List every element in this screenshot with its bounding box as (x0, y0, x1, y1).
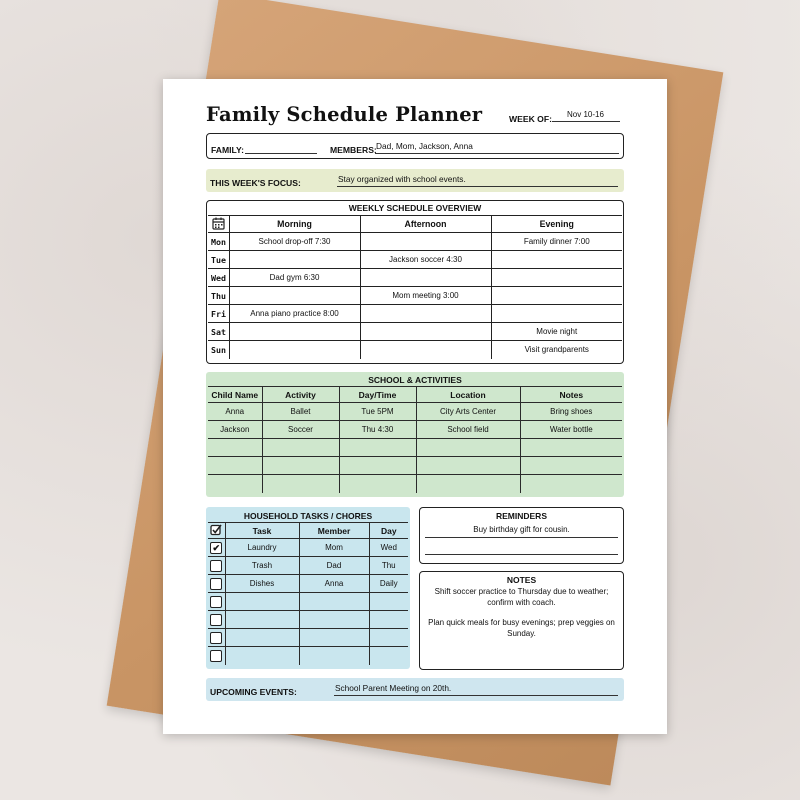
chores-table (208, 522, 408, 665)
day-cell[interactable] (369, 593, 408, 611)
schedule-row (208, 323, 622, 341)
notes-cell[interactable]: Water bottle (549, 425, 593, 434)
activity-cell[interactable]: Soccer (262, 421, 339, 439)
member-cell[interactable] (299, 629, 369, 647)
location-cell[interactable]: School field (416, 421, 520, 439)
reminders-box (419, 507, 624, 564)
schedule-table (208, 215, 622, 359)
location-cell[interactable]: City Arts Center (416, 403, 520, 421)
day-cell[interactable] (369, 629, 408, 647)
schedule-title: WEEKLY SCHEDULE OVERVIEW (348, 203, 482, 213)
location-cell[interactable] (416, 457, 520, 475)
table-row (208, 557, 408, 575)
column-task: Task (225, 523, 299, 539)
table-row (208, 539, 408, 557)
members-label: MEMBERS: (330, 145, 377, 155)
day-label: Sat (208, 323, 229, 341)
reminder-text: Buy birthday gift for cousin. (473, 525, 570, 534)
family-field[interactable] (245, 142, 317, 154)
upcoming-field[interactable] (334, 682, 618, 696)
schedule-header-row (208, 216, 622, 233)
schedule-row (208, 305, 622, 323)
members-field[interactable] (375, 140, 619, 154)
notes-cell[interactable] (520, 457, 622, 475)
schedule-corner (208, 216, 229, 233)
chores-title: HOUSEHOLD TASKS / CHORES (243, 511, 373, 521)
day-time-cell[interactable]: Thu 4:30 (339, 421, 416, 439)
task-cell[interactable] (225, 647, 299, 665)
day-cell[interactable] (369, 647, 408, 665)
schedule-row (208, 251, 622, 269)
column-evening: Evening (539, 219, 574, 229)
table-row (208, 647, 408, 665)
evening-cell[interactable]: Movie night (536, 327, 578, 336)
afternoon-cell[interactable]: Jackson soccer 4:30 (360, 251, 491, 269)
day-cell[interactable]: Daily (379, 579, 398, 588)
notes-cell[interactable] (520, 439, 622, 457)
member-cell[interactable] (299, 611, 369, 629)
checkbox-empty-icon (210, 596, 222, 608)
page-title: Family Schedule Planner (206, 103, 483, 126)
task-cell[interactable]: Trash (225, 557, 299, 575)
activity-cell[interactable] (262, 475, 339, 493)
column-afternoon: Afternoon (360, 216, 491, 233)
task-cell[interactable]: Laundry (225, 539, 299, 557)
member-cell[interactable]: Anna (299, 575, 369, 593)
column-morning: Morning (229, 216, 360, 233)
focus-value: Stay organized with school events. (338, 174, 466, 184)
column-activity: Activity (262, 387, 339, 403)
chore-checkbox[interactable] (208, 575, 225, 593)
table-row (208, 575, 408, 593)
child-name-cell[interactable]: Anna (208, 403, 262, 421)
afternoon-cell[interactable] (360, 269, 491, 287)
afternoon-cell[interactable] (360, 305, 491, 323)
morning-cell[interactable] (229, 323, 360, 341)
day-label: Sun (208, 341, 229, 359)
table-row (208, 593, 408, 611)
morning-cell[interactable] (229, 341, 360, 359)
upcoming-value: School Parent Meeting on 20th. (335, 683, 452, 693)
morning-cell[interactable] (229, 287, 360, 305)
schedule-row (208, 233, 622, 251)
reminders-title: REMINDERS (495, 511, 547, 521)
evening-cell[interactable] (491, 269, 622, 287)
schedule-row (208, 269, 622, 287)
chore-checkbox[interactable] (208, 611, 225, 629)
day-time-cell[interactable]: Tue 5PM (339, 403, 416, 421)
column-day: Day (380, 525, 397, 536)
afternoon-cell[interactable] (360, 233, 491, 251)
task-cell[interactable] (225, 593, 299, 611)
column-location: Location (416, 387, 520, 403)
column-notes: Notes (559, 389, 584, 400)
schedule-row (208, 287, 622, 305)
focus-label: THIS WEEK'S FOCUS: (210, 178, 301, 188)
checkbox-checked-icon: ✔ (210, 542, 222, 554)
location-cell[interactable] (416, 475, 520, 493)
table-row (208, 457, 622, 475)
checkbox-empty-icon (210, 632, 222, 644)
chores-header-row (208, 523, 408, 539)
day-time-cell[interactable] (339, 439, 416, 457)
notes-box (419, 571, 624, 670)
day-time-cell[interactable] (339, 475, 416, 493)
planner-page (163, 79, 667, 734)
afternoon-cell[interactable] (360, 323, 491, 341)
checkbox-empty-icon (210, 650, 222, 662)
task-cell[interactable] (225, 611, 299, 629)
day-cell[interactable]: Thu (381, 561, 396, 570)
child-name-cell[interactable] (208, 439, 262, 457)
notes-paragraph[interactable]: Shift soccer practice to Thursday due to weather; confirm with coach. (434, 587, 609, 607)
day-label: Thu (208, 287, 229, 305)
afternoon-cell[interactable] (360, 341, 491, 359)
afternoon-cell[interactable]: Mom meeting 3:00 (360, 287, 491, 305)
chore-checkbox[interactable] (208, 593, 225, 611)
chore-checkbox[interactable] (208, 629, 225, 647)
checkbox-empty-icon (210, 614, 222, 626)
chore-checkbox[interactable] (208, 647, 225, 665)
reminder-line[interactable] (425, 541, 618, 555)
upcoming-label: UPCOMING EVENTS: (210, 687, 297, 697)
column-child-name: Child Name (208, 387, 262, 403)
day-time-cell[interactable] (339, 457, 416, 475)
day-cell[interactable]: Wed (380, 543, 397, 552)
activity-cell[interactable] (262, 439, 339, 457)
family-label: FAMILY: (211, 145, 244, 155)
evening-cell[interactable]: Visit grandparents (524, 345, 589, 355)
checkbox-checked-icon (210, 524, 222, 536)
weekly-focus-band (206, 169, 624, 192)
morning-cell[interactable]: School drop-off 7:30 (229, 233, 360, 251)
table-row (208, 403, 622, 421)
table-row (208, 439, 622, 457)
evening-cell[interactable] (491, 305, 622, 323)
calendar-icon (212, 217, 225, 230)
chores-section (206, 507, 410, 669)
evening-cell[interactable] (491, 251, 622, 269)
week-of-label: WEEK OF: (509, 114, 552, 124)
table-row (208, 611, 408, 629)
child-name-cell[interactable] (208, 475, 262, 493)
evening-cell[interactable] (491, 287, 622, 305)
week-of-field[interactable] (552, 110, 620, 122)
table-row (208, 421, 622, 439)
column-member: Member (299, 523, 369, 539)
day-label: Wed (208, 269, 229, 287)
checkbox-empty-icon (210, 578, 222, 590)
checkbox-empty-icon (210, 560, 222, 572)
focus-field[interactable] (337, 173, 618, 187)
morning-cell[interactable]: Anna piano practice 8:00 (229, 305, 360, 323)
table-row (208, 629, 408, 647)
location-cell[interactable] (416, 439, 520, 457)
morning-cell[interactable] (229, 251, 360, 269)
upcoming-events-band (206, 678, 624, 701)
column-day-time: Day/Time (339, 387, 416, 403)
week-of-value: Nov 10-16 (567, 110, 604, 119)
notes-paragraph[interactable]: Plan quick meals for busy evenings; prep veggies on Sunday. (428, 618, 615, 638)
activity-cell[interactable] (262, 457, 339, 475)
school-table (208, 386, 622, 493)
school-header-row (208, 387, 622, 403)
task-cell[interactable]: Dishes (225, 575, 299, 593)
school-title: SCHOOL & ACTIVITIES (368, 375, 462, 385)
family-members-box (206, 133, 624, 159)
schedule-row (208, 341, 622, 359)
members-value: Dad, Mom, Jackson, Anna (376, 141, 473, 151)
weekly-schedule-box (206, 200, 624, 364)
day-label: Fri (208, 305, 229, 323)
day-cell[interactable] (369, 611, 408, 629)
member-cell[interactable] (299, 647, 369, 665)
child-name-cell[interactable] (208, 457, 262, 475)
member-cell[interactable]: Dad (299, 557, 369, 575)
notes-cell[interactable]: Bring shoes (550, 407, 593, 416)
member-cell[interactable]: Mom (299, 539, 369, 557)
evening-cell[interactable]: Family dinner 7:00 (523, 237, 590, 246)
notes-cell[interactable] (520, 475, 622, 493)
member-cell[interactable] (299, 593, 369, 611)
table-row (208, 475, 622, 493)
chore-checkbox[interactable] (208, 557, 225, 575)
task-cell[interactable] (225, 629, 299, 647)
notes-title: NOTES (506, 575, 537, 585)
morning-cell[interactable]: Dad gym 6:30 (229, 269, 360, 287)
school-activities-section (206, 372, 624, 497)
chore-checkbox[interactable] (208, 539, 225, 557)
reminder-line[interactable] (425, 524, 618, 538)
child-name-cell[interactable]: Jackson (208, 421, 262, 439)
activity-cell[interactable]: Ballet (262, 403, 339, 421)
day-label: Mon (208, 233, 229, 251)
day-label: Tue (208, 251, 229, 269)
chores-header-check (208, 523, 225, 539)
